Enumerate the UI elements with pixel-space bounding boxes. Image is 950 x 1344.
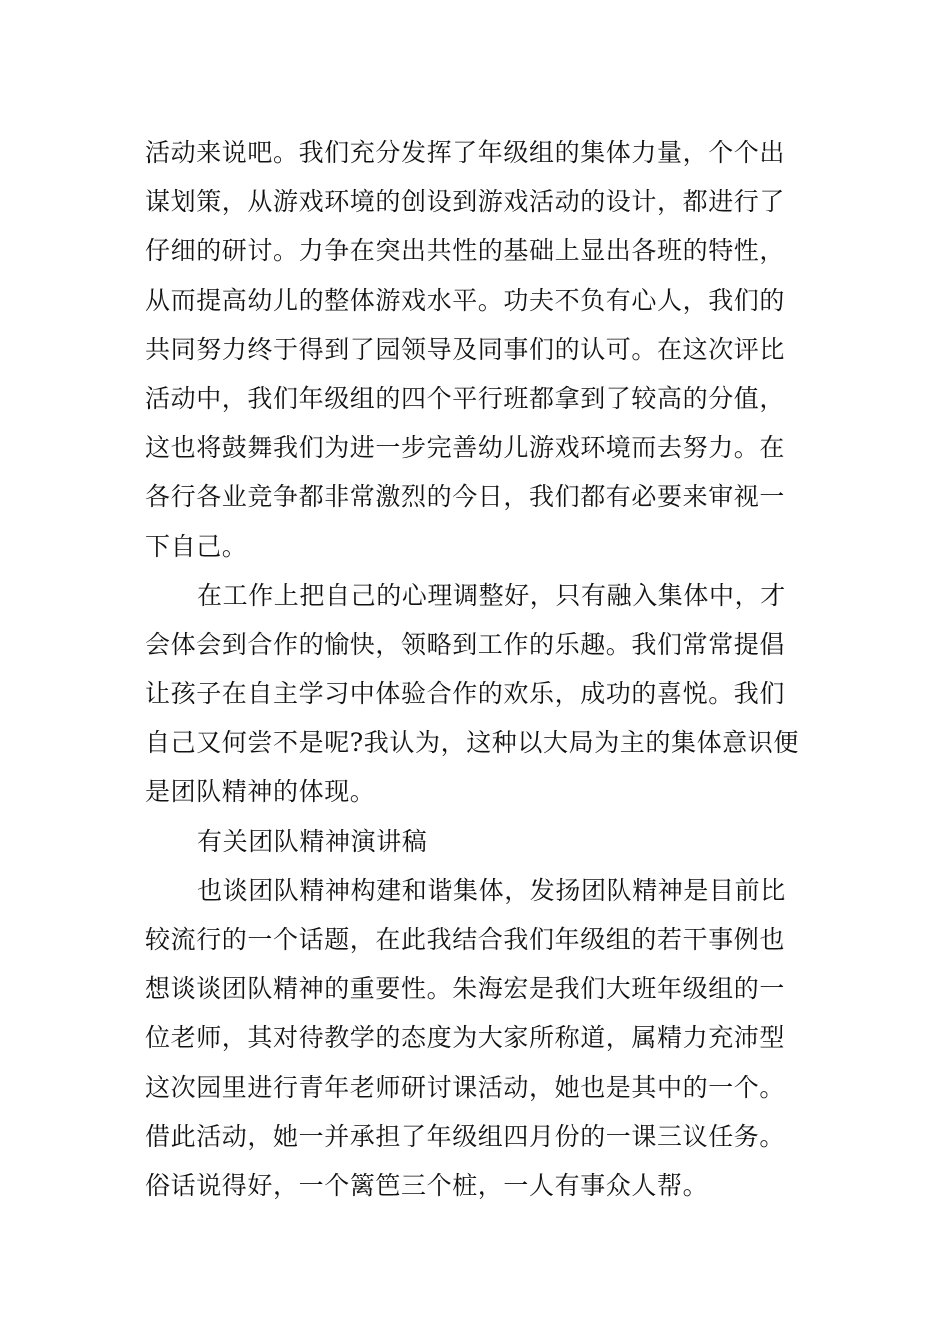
text-line: 下自己。 (145, 531, 248, 561)
text-line: 俗话说得好，一个篱笆三个桩，一人有事众人帮。 (145, 1170, 709, 1200)
text-line: 位老师，其对待教学的态度为大家所称道，属精力充沛型 (145, 1023, 786, 1053)
text-line: 这也将鼓舞我们为进一步完善幼儿游戏环境而去努力。在 (145, 433, 786, 463)
text-line: 让孩子在自主学习中体验合作的欢乐，成功的喜悦。我们 (145, 679, 786, 709)
text-line: 从而提高幼儿的整体游戏水平。功夫不负有心人，我们的 (145, 285, 786, 315)
text-line: 是团队精神的体现。 (145, 777, 376, 807)
text-line: 共同努力终于得到了园领导及同事们的认可。在这次评比 (145, 334, 786, 364)
text-line: 各行各业竞争都非常激烈的今日，我们都有必要来审视一 (145, 482, 786, 512)
section-heading: 有关团队精神演讲稿 (197, 826, 428, 856)
text-line: 活动来说吧。我们充分发挥了年级组的集体力量，个个出 (145, 138, 786, 167)
text-line: 这次园里进行青年老师研讨课活动，她也是其中的一个。 (145, 1072, 786, 1102)
paragraph-start-line: 在工作上把自己的心理调整好，只有融入集体中，才 (197, 580, 786, 610)
text-line: 活动中，我们年级组的四个平行班都拿到了较高的分值， (145, 383, 786, 413)
text-line: 自己又何尝不是呢?我认为，这种以大局为主的集体意识便 (145, 728, 800, 758)
paragraph-start-line: 也谈团队精神构建和谐集体，发扬团队精神是目前比 (197, 875, 786, 905)
body-text (145, 128, 815, 1210)
text-line: 借此活动，她一并承担了年级组四月份的一课三议任务。 (145, 1121, 786, 1151)
text-line: 较流行的一个话题，在此我结合我们年级组的若干事例也 (145, 925, 786, 954)
text-line: 想谈谈团队精神的重要性。朱海宏是我们大班年级组的一 (145, 974, 786, 1004)
text-line: 会体会到合作的愉快，领略到工作的乐趣。我们常常提倡 (145, 629, 786, 659)
text-line: 谋划策，从游戏环境的创设到游戏活动的设计，都进行了 (145, 187, 786, 217)
text-line: 仔细的研讨。力争在突出共性的基础上显出各班的特性， (145, 236, 786, 266)
